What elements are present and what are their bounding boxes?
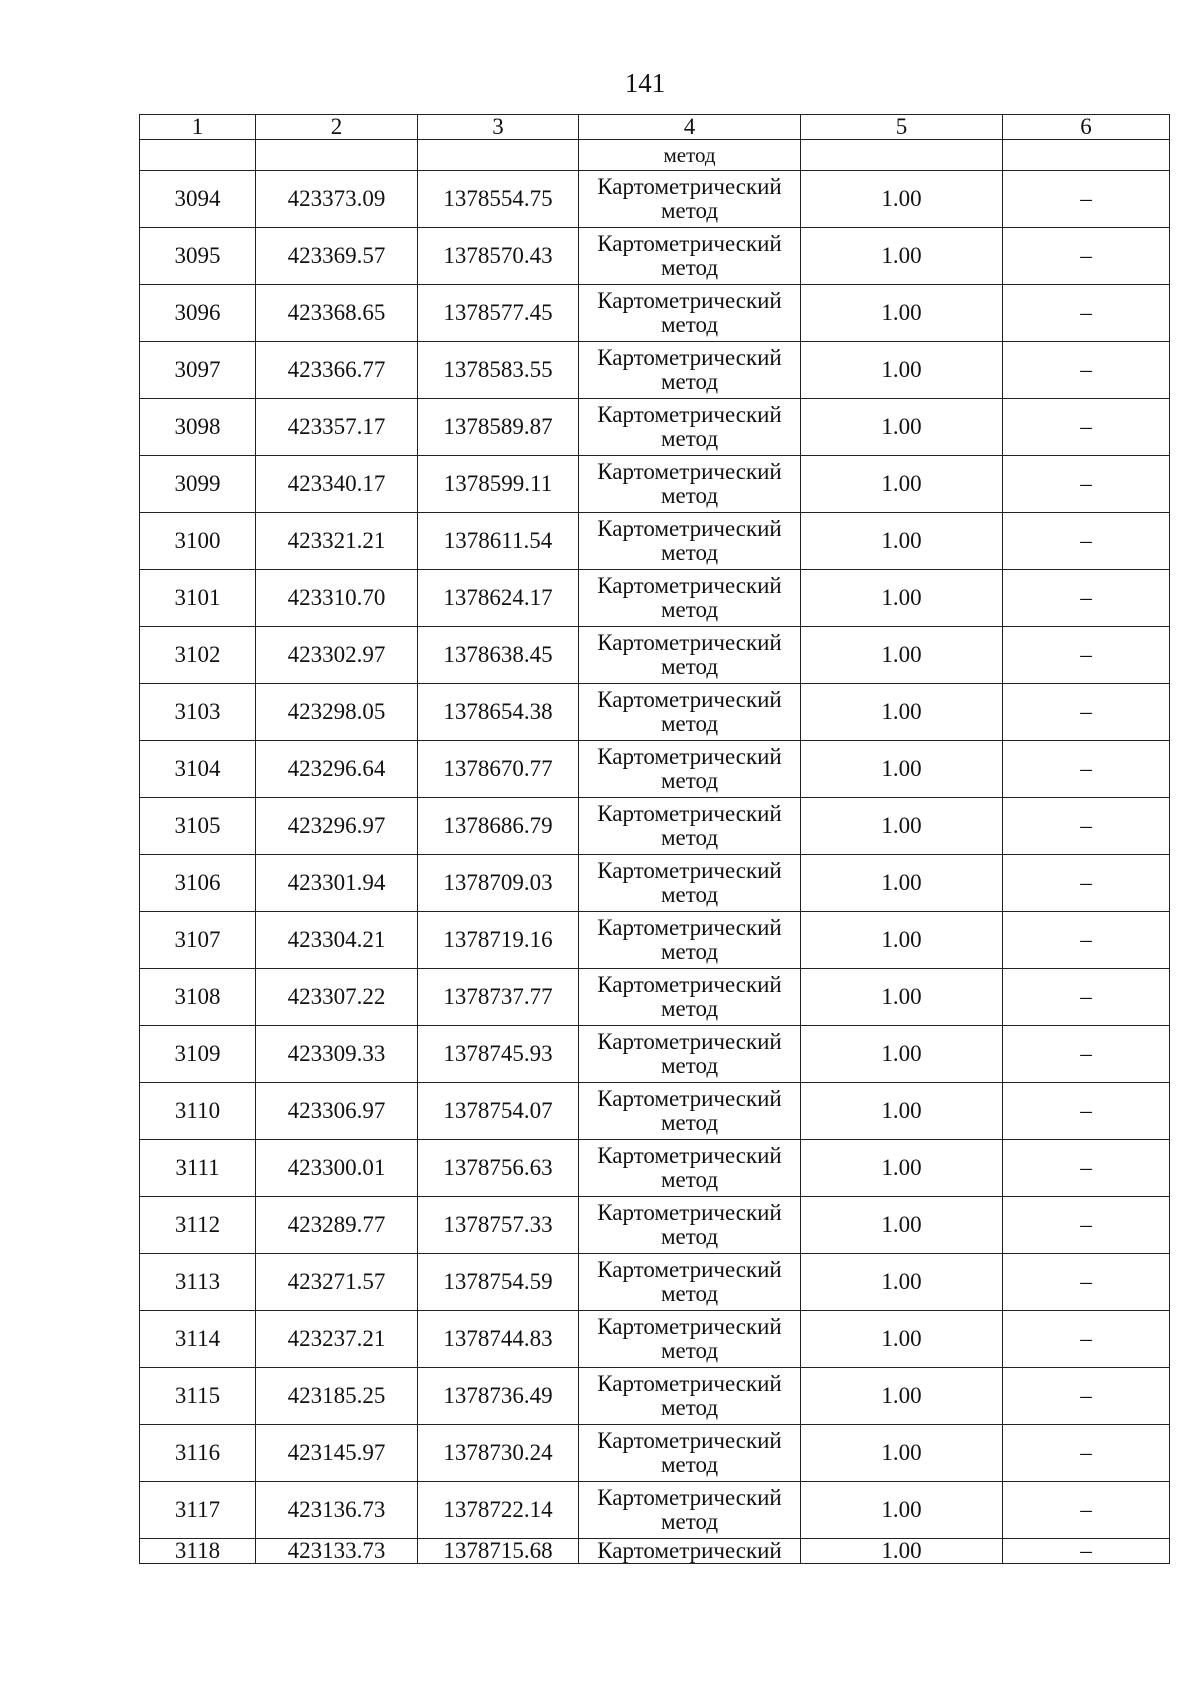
cell-method: Картометрический метод	[579, 741, 801, 798]
cell-x: 423373.09	[256, 171, 418, 228]
cell-method: Картометрический метод	[579, 228, 801, 285]
cell-precision: 1.00	[801, 798, 1003, 855]
cell-x: 423357.17	[256, 399, 418, 456]
header-cell-5: 5	[801, 115, 1003, 140]
cell-note: –	[1003, 171, 1170, 228]
table-row	[140, 399, 1170, 456]
cell-x: 423296.64	[256, 741, 418, 798]
cell-note: –	[1003, 570, 1170, 627]
cell-x: 423369.57	[256, 228, 418, 285]
cell-y: 1378577.45	[418, 285, 579, 342]
cell-method: Картометрический метод	[579, 570, 801, 627]
cell-point: 3117	[140, 1482, 256, 1539]
cell-note: –	[1003, 513, 1170, 570]
table-row	[140, 969, 1170, 1026]
cell-x: 423298.05	[256, 684, 418, 741]
cell-y: 1378589.87	[418, 399, 579, 456]
cell-precision: 1.00	[801, 1311, 1003, 1368]
cell-precision: 1.00	[801, 1425, 1003, 1482]
table-row	[140, 1368, 1170, 1425]
cell-method: Картометрический метод	[579, 342, 801, 399]
table-row	[140, 1083, 1170, 1140]
cell-precision: 1.00	[801, 1140, 1003, 1197]
table-row	[140, 1254, 1170, 1311]
cell-x: 423136.73	[256, 1482, 418, 1539]
cell-y: 1378715.68	[418, 1539, 579, 1564]
cell-y: 1378638.45	[418, 627, 579, 684]
table-row	[140, 1539, 1170, 1564]
cell-x: 423340.17	[256, 456, 418, 513]
cell-point	[140, 140, 256, 171]
cell-precision: 1.00	[801, 1197, 1003, 1254]
cell-y: 1378754.07	[418, 1083, 579, 1140]
cell-note: –	[1003, 798, 1170, 855]
cell-note: –	[1003, 1311, 1170, 1368]
cell-precision: 1.00	[801, 285, 1003, 342]
cell-precision: 1.00	[801, 912, 1003, 969]
cell-x: 423368.65	[256, 285, 418, 342]
cell-point: 3115	[140, 1368, 256, 1425]
table-row	[140, 456, 1170, 513]
cell-point: 3104	[140, 741, 256, 798]
header-cell-2: 2	[256, 115, 418, 140]
table-row	[140, 342, 1170, 399]
cell-y: 1378583.55	[418, 342, 579, 399]
cell-x: 423309.33	[256, 1026, 418, 1083]
cell-x: 423296.97	[256, 798, 418, 855]
table-row	[140, 1197, 1170, 1254]
cell-point: 3109	[140, 1026, 256, 1083]
cell-precision: 1.00	[801, 171, 1003, 228]
table-row	[140, 1311, 1170, 1368]
table-row	[140, 513, 1170, 570]
cell-x: 423302.97	[256, 627, 418, 684]
cell-x: 423237.21	[256, 1311, 418, 1368]
cell-precision: 1.00	[801, 969, 1003, 1026]
cell-point: 3112	[140, 1197, 256, 1254]
cell-note: –	[1003, 684, 1170, 741]
table-row	[140, 1140, 1170, 1197]
cell-note: –	[1003, 741, 1170, 798]
cell-method: Картометрический метод	[579, 513, 801, 570]
cell-point: 3102	[140, 627, 256, 684]
cell-x: 423301.94	[256, 855, 418, 912]
cell-note: –	[1003, 285, 1170, 342]
cell-y: 1378611.54	[418, 513, 579, 570]
cell-y: 1378745.93	[418, 1026, 579, 1083]
cell-note: –	[1003, 1425, 1170, 1482]
cell-point: 3105	[140, 798, 256, 855]
table-body	[140, 140, 1170, 1564]
cell-method: Картометрический метод	[579, 969, 801, 1026]
cell-method: метод	[579, 140, 801, 171]
cell-y: 1378654.38	[418, 684, 579, 741]
cell-y: 1378624.17	[418, 570, 579, 627]
cell-point: 3116	[140, 1425, 256, 1482]
cell-y: 1378730.24	[418, 1425, 579, 1482]
cell-x	[256, 140, 418, 171]
cell-method: Картометрический метод	[579, 684, 801, 741]
cell-y: 1378722.14	[418, 1482, 579, 1539]
cell-y: 1378744.83	[418, 1311, 579, 1368]
cell-note: –	[1003, 228, 1170, 285]
cell-precision: 1.00	[801, 342, 1003, 399]
continued-row	[140, 140, 1170, 171]
cell-note: –	[1003, 1539, 1170, 1564]
cell-note: –	[1003, 1026, 1170, 1083]
cell-point: 3095	[140, 228, 256, 285]
cell-y: 1378554.75	[418, 171, 579, 228]
cell-method: Картометрический метод	[579, 1254, 801, 1311]
cell-note: –	[1003, 627, 1170, 684]
cell-x: 423300.01	[256, 1140, 418, 1197]
table-row	[140, 798, 1170, 855]
cell-x: 423310.70	[256, 570, 418, 627]
cell-precision: 1.00	[801, 399, 1003, 456]
cell-method: Картометрический метод	[579, 1368, 801, 1425]
coordinates-table	[139, 114, 1170, 1564]
table-row	[140, 684, 1170, 741]
cell-note: –	[1003, 456, 1170, 513]
cell-y: 1378719.16	[418, 912, 579, 969]
cell-method: Картометрический метод	[579, 1083, 801, 1140]
cell-x: 423321.21	[256, 513, 418, 570]
cell-note: –	[1003, 1482, 1170, 1539]
header-cell-4: 4	[579, 115, 801, 140]
cell-note: –	[1003, 1368, 1170, 1425]
header-row	[140, 115, 1170, 140]
cell-note: –	[1003, 1254, 1170, 1311]
cell-precision	[801, 140, 1003, 171]
cell-x: 423366.77	[256, 342, 418, 399]
cell-note: –	[1003, 969, 1170, 1026]
cell-point: 3114	[140, 1311, 256, 1368]
cell-precision: 1.00	[801, 1539, 1003, 1564]
table-row	[140, 171, 1170, 228]
cell-y: 1378686.79	[418, 798, 579, 855]
cell-method: Картометрический метод	[579, 798, 801, 855]
cell-point: 3110	[140, 1083, 256, 1140]
cell-y: 1378670.77	[418, 741, 579, 798]
cell-method: Картометрический метод	[579, 285, 801, 342]
cell-point: 3094	[140, 171, 256, 228]
cell-method: Картометрический метод	[579, 171, 801, 228]
cell-y: 1378570.43	[418, 228, 579, 285]
cell-point: 3111	[140, 1140, 256, 1197]
cell-note: –	[1003, 855, 1170, 912]
cell-precision: 1.00	[801, 1083, 1003, 1140]
cell-point: 3101	[140, 570, 256, 627]
cell-point: 3108	[140, 969, 256, 1026]
cell-precision: 1.00	[801, 1368, 1003, 1425]
header-cell-1: 1	[140, 115, 256, 140]
cell-x: 423304.21	[256, 912, 418, 969]
table-row	[140, 1425, 1170, 1482]
cell-point: 3098	[140, 399, 256, 456]
cell-note: –	[1003, 1197, 1170, 1254]
cell-x: 423307.22	[256, 969, 418, 1026]
cell-precision: 1.00	[801, 513, 1003, 570]
cell-note: –	[1003, 1083, 1170, 1140]
cell-precision: 1.00	[801, 1254, 1003, 1311]
cell-y: 1378736.49	[418, 1368, 579, 1425]
table-row	[140, 285, 1170, 342]
cell-method: Картометрический метод	[579, 1425, 801, 1482]
cell-method: Картометрический метод	[579, 1311, 801, 1368]
cell-x: 423306.97	[256, 1083, 418, 1140]
cell-point: 3103	[140, 684, 256, 741]
cell-precision: 1.00	[801, 570, 1003, 627]
cell-method: Картометрический метод	[579, 1026, 801, 1083]
cell-point: 3099	[140, 456, 256, 513]
cell-x: 423271.57	[256, 1254, 418, 1311]
header-cell-3: 3	[418, 115, 579, 140]
cell-note: –	[1003, 1140, 1170, 1197]
cell-precision: 1.00	[801, 1026, 1003, 1083]
cell-x: 423133.73	[256, 1539, 418, 1564]
cell-point: 3106	[140, 855, 256, 912]
cell-method: Картометрический метод	[579, 1197, 801, 1254]
cell-method: Картометрический метод	[579, 456, 801, 513]
cell-y: 1378756.63	[418, 1140, 579, 1197]
cell-method: Картометрический	[579, 1539, 801, 1564]
cell-point: 3100	[140, 513, 256, 570]
cell-point: 3097	[140, 342, 256, 399]
table-row	[140, 1482, 1170, 1539]
cell-note: –	[1003, 912, 1170, 969]
table-row	[140, 228, 1170, 285]
table-row	[140, 912, 1170, 969]
cell-point: 3118	[140, 1539, 256, 1564]
cell-y	[418, 140, 579, 171]
cell-precision: 1.00	[801, 1482, 1003, 1539]
cell-note: –	[1003, 399, 1170, 456]
cell-x: 423185.25	[256, 1368, 418, 1425]
cell-precision: 1.00	[801, 855, 1003, 912]
cell-method: Картометрический метод	[579, 855, 801, 912]
table-row	[140, 855, 1170, 912]
header-cell-6: 6	[1003, 115, 1170, 140]
table-row	[140, 627, 1170, 684]
cell-x: 423145.97	[256, 1425, 418, 1482]
cell-precision: 1.00	[801, 741, 1003, 798]
cell-point: 3113	[140, 1254, 256, 1311]
cell-point: 3096	[140, 285, 256, 342]
cell-y: 1378709.03	[418, 855, 579, 912]
table-row	[140, 570, 1170, 627]
cell-point: 3107	[140, 912, 256, 969]
cell-method: Картометрический метод	[579, 1482, 801, 1539]
cell-precision: 1.00	[801, 456, 1003, 513]
cell-x: 423289.77	[256, 1197, 418, 1254]
cell-method: Картометрический метод	[579, 627, 801, 684]
cell-method: Картометрический метод	[579, 912, 801, 969]
cell-note	[1003, 140, 1170, 171]
cell-precision: 1.00	[801, 627, 1003, 684]
table-row	[140, 1026, 1170, 1083]
page-number: 141	[624, 68, 666, 98]
cell-precision: 1.00	[801, 228, 1003, 285]
cell-precision: 1.00	[801, 684, 1003, 741]
cell-note: –	[1003, 342, 1170, 399]
cell-y: 1378754.59	[418, 1254, 579, 1311]
cell-y: 1378599.11	[418, 456, 579, 513]
cell-method: Картометрический метод	[579, 399, 801, 456]
cell-y: 1378737.77	[418, 969, 579, 1026]
cell-method: Картометрический метод	[579, 1140, 801, 1197]
cell-y: 1378757.33	[418, 1197, 579, 1254]
table-row	[140, 741, 1170, 798]
